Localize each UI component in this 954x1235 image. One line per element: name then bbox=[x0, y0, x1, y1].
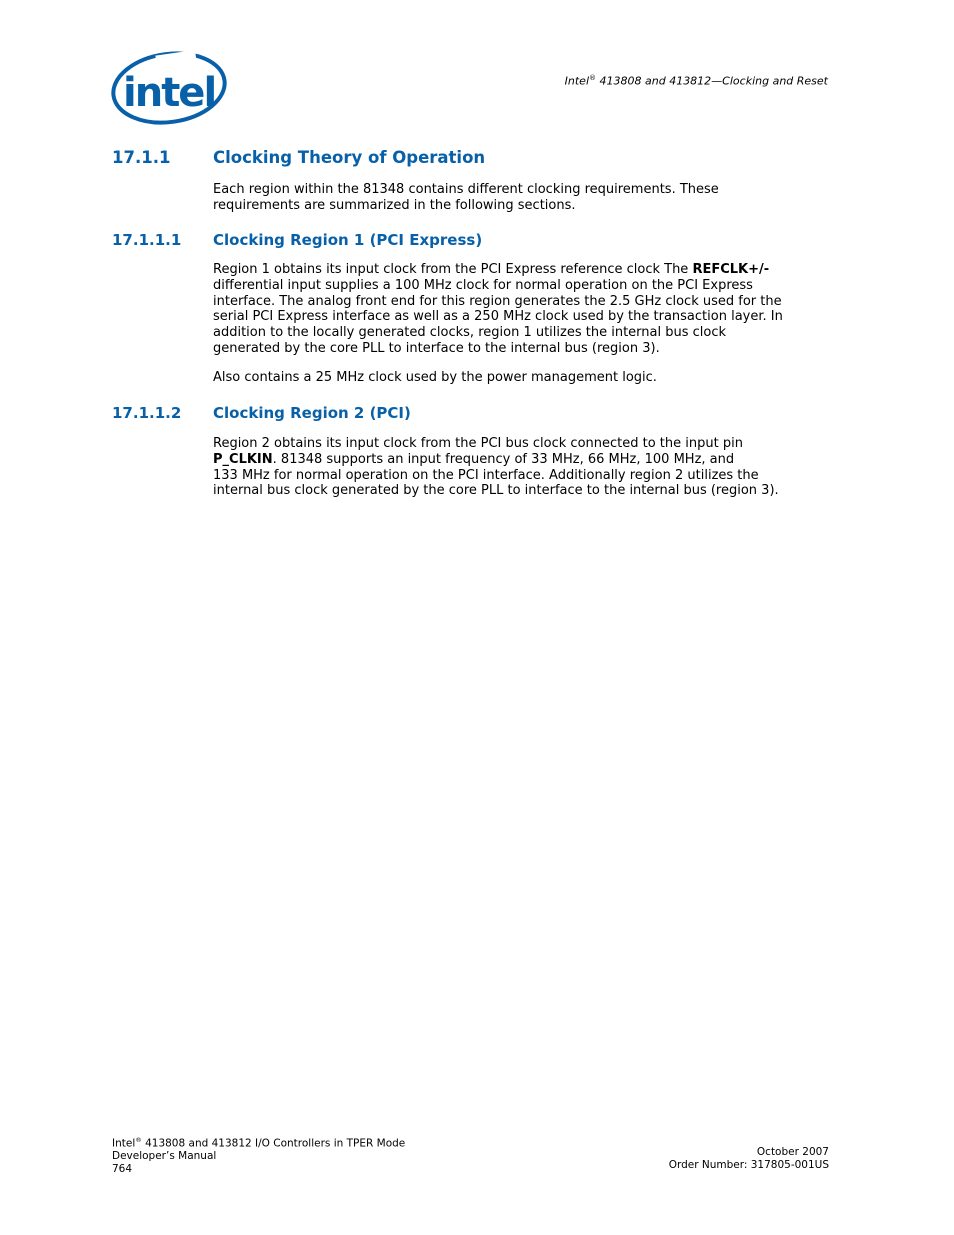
signal-name-pclkin: P_CLKIN bbox=[213, 451, 273, 467]
footer-title-rest: 413808 and 413812 I/O Controllers in TPER Mode bbox=[141, 1137, 406, 1150]
paragraph-region-1 bbox=[213, 262, 833, 357]
text-line: addition to the locally generated clocks, region 1 utilizes the internal bus clock bbox=[213, 325, 727, 341]
paragraph-region-2 bbox=[213, 436, 833, 499]
text-span: Region 1 obtains its input clock from the PCI Express reference clock The bbox=[213, 262, 693, 277]
text-line bbox=[213, 262, 833, 278]
text-span: . 81348 supports an input frequency of 33 MHz, 66 MHz, 100 MHz, and bbox=[272, 451, 735, 467]
section-number: 17.1.1.2 bbox=[112, 404, 182, 422]
text-line: 133 MHz for normal operation on the PCI interface. Additionally region 2 utilizes the bbox=[213, 467, 759, 483]
header-title: 413808 and 413812—Clocking and Reset bbox=[596, 74, 828, 88]
text-line: serial PCI Express interface as well as a 250 MHz clock used by the transaction layer. In bbox=[213, 309, 783, 325]
text-line: interface. The analog front end for this region generates the 2.5 GHz clock used for the bbox=[213, 293, 782, 309]
header-reg: ® bbox=[589, 74, 597, 82]
intel-logo bbox=[110, 50, 228, 128]
footer-left bbox=[112, 1134, 405, 1175]
text-line: requirements are summarized in the following sections. bbox=[213, 197, 576, 213]
text-line: internal bus clock generated by the core PLL to interface to the internal bus (region 3). bbox=[213, 483, 779, 499]
section-title: Clocking Theory of Operation bbox=[213, 148, 486, 167]
footer-reg: ® bbox=[135, 1136, 142, 1144]
paragraph-power-clock bbox=[213, 370, 833, 386]
section-title: Clocking Region 1 (PCI Express) bbox=[213, 231, 483, 249]
text-line: Region 2 obtains its input clock from the PCI bus clock connected to the input pin bbox=[213, 436, 743, 451]
text-line: Each region within the 81348 contains different clocking requirements. These bbox=[213, 182, 719, 197]
text-line: differential input supplies a 100 MHz clock for normal operation on the PCI Express bbox=[213, 277, 753, 293]
section-number: 17.1.1.1 bbox=[112, 231, 182, 249]
footer-manual-type: Developer’s Manual bbox=[112, 1150, 217, 1162]
text-line: generated by the core PLL to interface to the internal bus (region 3). bbox=[213, 340, 660, 356]
footer-brand: Intel bbox=[112, 1137, 136, 1150]
footer-order-number: Order Number: 317805-001US bbox=[668, 1158, 829, 1171]
running-header bbox=[565, 74, 828, 88]
footer-date: October 2007 bbox=[756, 1146, 829, 1158]
footer-doc-title bbox=[112, 1134, 405, 1150]
page-number: 764 bbox=[112, 1162, 133, 1175]
header-brand: Intel bbox=[564, 74, 590, 88]
section-number: 17.1.1 bbox=[112, 148, 171, 167]
footer-right bbox=[669, 1146, 829, 1171]
paragraph-theory bbox=[213, 182, 833, 214]
text-line bbox=[213, 452, 833, 468]
text-line: Also contains a 25 MHz clock used by the power management logic. bbox=[213, 370, 657, 385]
section-title: Clocking Region 2 (PCI) bbox=[213, 404, 411, 422]
signal-name-refclk: REFCLK+/- bbox=[692, 262, 770, 277]
logo-wordmark: intel bbox=[123, 70, 216, 116]
